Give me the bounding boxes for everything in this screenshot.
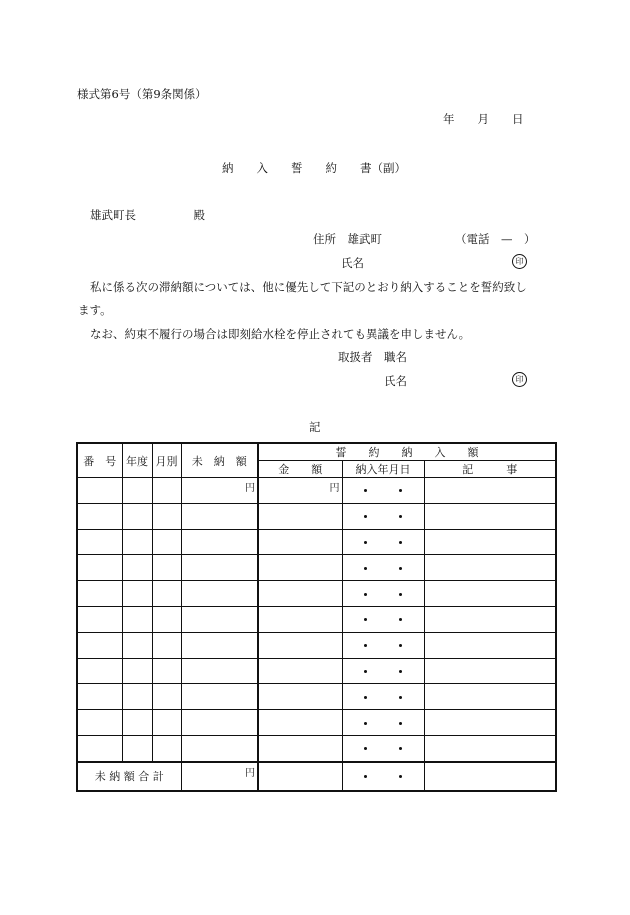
cell-note	[424, 478, 556, 504]
cell-note	[424, 503, 556, 529]
seal-icon: 印	[512, 372, 527, 387]
cell-amount	[258, 658, 342, 684]
cell-number	[77, 503, 122, 529]
cell-note	[424, 581, 556, 607]
cell-date	[342, 710, 424, 736]
address-label: 住所 雄武町	[313, 232, 382, 246]
date-separator	[364, 515, 367, 518]
date-separator	[399, 489, 402, 492]
date-separator	[399, 722, 402, 725]
date-separator	[399, 593, 402, 596]
table-row	[77, 503, 556, 529]
date-line: 年 月 日	[443, 112, 524, 126]
cell-date	[342, 529, 424, 555]
header-note: 記 事	[424, 461, 556, 478]
date-separator	[399, 775, 402, 778]
cell-number	[77, 606, 122, 632]
date-separator	[399, 747, 402, 750]
cell-note	[424, 606, 556, 632]
cell-note	[424, 658, 556, 684]
handler-name-label: 氏名	[384, 374, 407, 388]
cell-number	[77, 684, 122, 710]
total-note	[424, 762, 556, 791]
cell-year	[122, 555, 152, 581]
cell-number	[77, 529, 122, 555]
table-row	[77, 478, 556, 504]
cell-note	[424, 710, 556, 736]
cell-number	[77, 478, 122, 504]
cell-year	[122, 684, 152, 710]
cell-amount	[258, 503, 342, 529]
date-separator	[399, 515, 402, 518]
header-pledge-group: 誓 約 納 入 額	[258, 443, 556, 461]
cell-month	[152, 503, 181, 529]
date-separator	[399, 696, 402, 699]
cell-year	[122, 529, 152, 555]
cell-year	[122, 478, 152, 504]
table-row	[77, 529, 556, 555]
cell-month	[152, 684, 181, 710]
total-row	[77, 762, 556, 791]
cell-amount	[258, 581, 342, 607]
name-label: 氏名	[341, 256, 364, 270]
header-date: 納入年月日	[342, 461, 424, 478]
date-separator	[399, 670, 402, 673]
cell-month	[152, 581, 181, 607]
cell-unpaid	[181, 710, 258, 736]
date-separator	[364, 644, 367, 647]
cell-number	[77, 658, 122, 684]
date-separator	[399, 567, 402, 570]
cell-amount	[258, 632, 342, 658]
table-row	[77, 658, 556, 684]
cell-date	[342, 581, 424, 607]
yen-unit: 円	[245, 767, 255, 779]
cell-month	[152, 478, 181, 504]
cell-month	[152, 529, 181, 555]
body-line-3: なお、約束不履行の場合は即刻給水栓を停止されても異議を申しません。	[90, 327, 471, 341]
cell-number	[77, 632, 122, 658]
addressee: 雄武町長 殿	[90, 208, 205, 222]
cell-number	[77, 581, 122, 607]
cell-number	[77, 555, 122, 581]
date-separator	[364, 722, 367, 725]
cell-note	[424, 684, 556, 710]
cell-month	[152, 606, 181, 632]
date-separator	[364, 747, 367, 750]
header-year: 年度	[122, 443, 152, 478]
yen-unit: 円	[329, 483, 340, 494]
total-label: 未 納 額 合 計	[77, 762, 181, 791]
cell-amount	[258, 478, 342, 504]
header-month: 月別	[152, 443, 181, 478]
table-row	[77, 606, 556, 632]
cell-unpaid	[181, 529, 258, 555]
date-separator	[399, 644, 402, 647]
cell-year	[122, 710, 152, 736]
cell-unpaid	[181, 684, 258, 710]
cell-date	[342, 658, 424, 684]
cell-note	[424, 529, 556, 555]
seal-icon: 印	[512, 254, 527, 269]
cell-number	[77, 735, 122, 761]
date-separator	[364, 670, 367, 673]
date-separator	[364, 775, 367, 778]
table-row	[77, 710, 556, 736]
cell-amount	[258, 710, 342, 736]
cell-unpaid	[181, 478, 258, 504]
cell-date	[342, 606, 424, 632]
cell-year	[122, 632, 152, 658]
total-unpaid	[181, 762, 258, 791]
cell-year	[122, 503, 152, 529]
table-row	[77, 684, 556, 710]
cell-unpaid	[181, 632, 258, 658]
cell-month	[152, 735, 181, 761]
cell-amount	[258, 529, 342, 555]
cell-year	[122, 581, 152, 607]
cell-month	[152, 710, 181, 736]
cell-year	[122, 658, 152, 684]
header-unpaid: 未 納 額	[181, 443, 258, 478]
cell-year	[122, 735, 152, 761]
body-line-1: 私に係る次の滞納額については、他に優先して下記のとおり納入することを誓約致し	[90, 280, 527, 294]
cell-unpaid	[181, 606, 258, 632]
cell-date	[342, 632, 424, 658]
form-number: 様式第6号（第9条関係）	[77, 87, 207, 101]
cell-amount	[258, 555, 342, 581]
cell-unpaid	[181, 735, 258, 761]
cell-note	[424, 735, 556, 761]
table-row	[77, 555, 556, 581]
payment-plan-table	[76, 442, 557, 792]
phone-label: （電話 — ）	[455, 232, 536, 246]
cell-number	[77, 710, 122, 736]
date-separator	[364, 618, 367, 621]
cell-unpaid	[181, 581, 258, 607]
cell-date	[342, 555, 424, 581]
total-date	[342, 762, 424, 791]
cell-note	[424, 632, 556, 658]
table-row	[77, 735, 556, 761]
cell-date	[342, 735, 424, 761]
cell-note	[424, 555, 556, 581]
cell-amount	[258, 735, 342, 761]
cell-date	[342, 478, 424, 504]
total-amount	[258, 762, 342, 791]
cell-month	[152, 658, 181, 684]
cell-amount	[258, 606, 342, 632]
header-number: 番 号	[77, 443, 122, 478]
date-separator	[364, 541, 367, 544]
date-separator	[399, 541, 402, 544]
cell-unpaid	[181, 658, 258, 684]
date-separator	[364, 567, 367, 570]
cell-year	[122, 606, 152, 632]
cell-date	[342, 503, 424, 529]
yen-unit: 円	[245, 483, 255, 494]
cell-unpaid	[181, 555, 258, 581]
cell-month	[152, 632, 181, 658]
handler-title-label: 取扱者 職名	[338, 350, 407, 364]
cell-date	[342, 684, 424, 710]
body-line-2: ます。	[78, 303, 112, 317]
cell-amount	[258, 684, 342, 710]
date-separator	[364, 489, 367, 492]
record-label: 記	[309, 420, 321, 434]
document-title: 納 入 誓 約 書（副）	[222, 161, 406, 175]
date-separator	[364, 696, 367, 699]
cell-month	[152, 555, 181, 581]
table-row	[77, 581, 556, 607]
header-amount: 金 額	[258, 461, 342, 478]
cell-unpaid	[181, 503, 258, 529]
date-separator	[399, 618, 402, 621]
table-row	[77, 632, 556, 658]
date-separator	[364, 593, 367, 596]
seal-stamp	[512, 253, 527, 269]
handler-seal	[512, 371, 527, 387]
